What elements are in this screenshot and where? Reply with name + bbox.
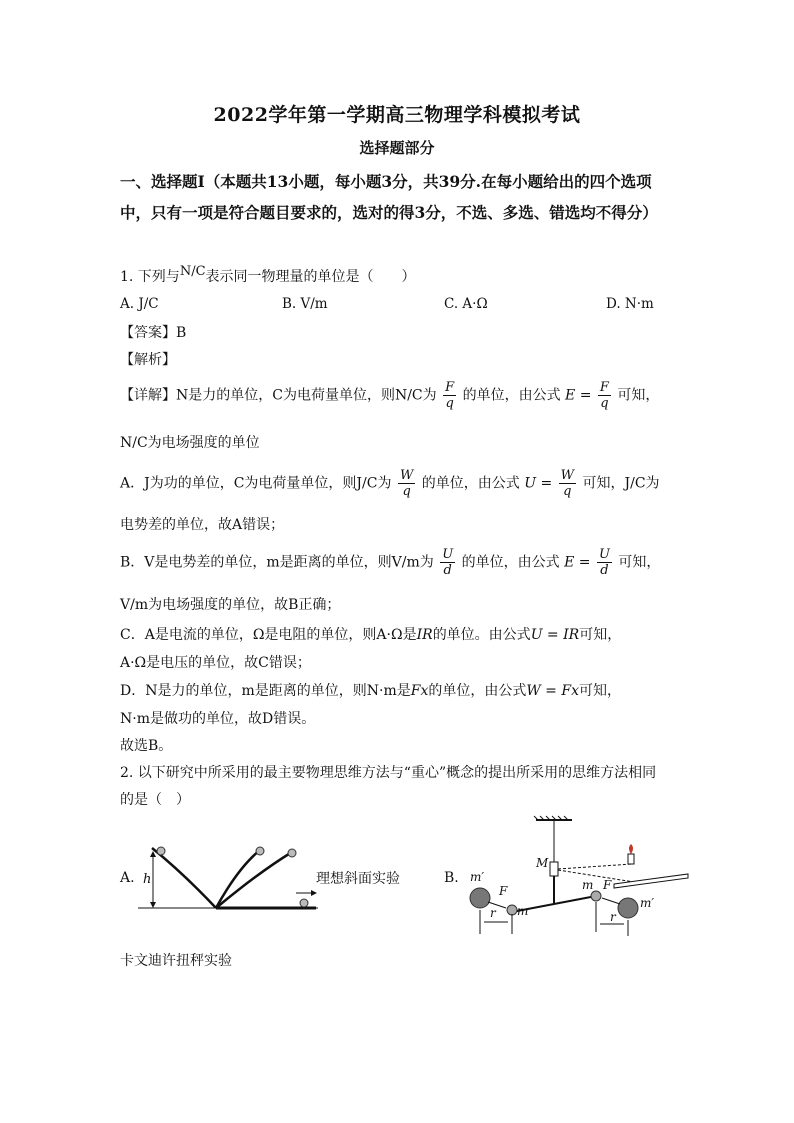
explain-text: D．N是力的单位，m是距离的单位，则N·m是 [120, 683, 411, 699]
formula-e: E = [565, 387, 592, 404]
q1-detail-text: 的单位，由公式 [462, 387, 561, 404]
explain-text: 的单位。由公式 [432, 627, 531, 643]
explain-text: 可知，J/C为 [582, 475, 660, 492]
q1-stem-text-b: 表示同一物理量的单位是（ ） [205, 269, 416, 285]
q2-option-b-letter: B. [444, 870, 459, 886]
label-small-m-right: m [582, 878, 594, 892]
explain-text: 可知， [579, 627, 622, 643]
q2-option-b-caption: 卡文迪许扭秤实验 [120, 953, 232, 969]
q1-conclusion: 故选B。 [120, 738, 173, 754]
q2-option-a-letter: A. [120, 870, 135, 886]
formula-u-ir: U = IR [530, 627, 580, 643]
explain-text: 的单位，由公式 [421, 475, 520, 492]
q1-option-b-explain-1 [120, 547, 660, 578]
q1-option-a: A. J/C [120, 296, 159, 312]
fraction-f-over-q: $\frac{F}{q}$ [445, 380, 455, 411]
q1-option-b: B. V/m [282, 296, 328, 312]
q1-option-c-explain-1 [120, 624, 621, 644]
fraction-u-over-d: $\frac{U}{d}$ [442, 547, 454, 578]
explain-text: C．A是电流的单位，Ω是电阻的单位，则A·Ω是 [120, 627, 417, 643]
formula-fx: Fx [410, 683, 429, 699]
q2-stem-line-2: 的是（ ） [120, 792, 190, 808]
q2-option-a-caption: 理想斜面实验 [316, 871, 400, 887]
q1-stem-text-a: 1. 下列与 [120, 269, 180, 285]
q1-detail-text: 可知， [617, 387, 660, 404]
q1-detail-line-2: N/C为电场强度的单位 [120, 435, 260, 451]
q1-option-c-explain-2: A·Ω是电压的单位，故C错误； [120, 655, 311, 671]
q1-option-d-explain-1 [120, 680, 621, 700]
label-m-prime-left: m′ [470, 870, 485, 884]
explain-text: 可知， [578, 683, 621, 699]
explain-text: B．V是电势差的单位，m是距离的单位，则V/m为 [120, 554, 434, 571]
formula-e: E = [564, 554, 591, 571]
label-small-m-left: m [517, 904, 529, 918]
q1-option-a-explain-1 [120, 468, 660, 499]
fraction-w-over-q: $\frac{W}{q}$ [560, 468, 575, 499]
fraction-w-over-q: $\frac{W}{q}$ [399, 468, 414, 499]
formula-w-fx: W = Fx [526, 683, 579, 699]
q2-stem-line-1: 2. 以下研究中所采用的最主要物理思维方法与“重心”概念的提出所采用的思维方法相同 [120, 765, 657, 781]
page-title: 2022学年第一学期高三物理学科模拟考试 [213, 104, 581, 126]
label-force-left: F [499, 884, 508, 898]
explain-text: 的单位，由公式 [428, 683, 527, 699]
explain-text: A．J为功的单位，C为电荷量单位，则J/C为 [120, 475, 392, 492]
formula-ir: IR [416, 627, 433, 643]
formula-u: U = [524, 475, 553, 492]
label-force-right: F [603, 878, 612, 892]
inclined-plane-diagram [138, 838, 328, 918]
q1-answer: 【答案】B [120, 325, 187, 341]
fraction-u-over-d: $\frac{U}{d}$ [598, 547, 610, 578]
section-subtitle: 选择题部分 [359, 139, 435, 157]
q1-stem-unit: N/C [179, 264, 206, 279]
q1-option-c: C. A·Ω [444, 296, 488, 312]
fraction-f-over-q: $\frac{F}{q}$ [599, 380, 609, 411]
height-label: h [143, 872, 152, 887]
explain-text: 的单位，由公式 [461, 554, 560, 571]
q1-option-a-explain-2: 电势差的单位，故A错误； [120, 517, 285, 533]
q1-detail-text: 【详解】N是力的单位，C为电荷量单位，则N/C为 [120, 387, 437, 404]
label-r-left: r [490, 906, 496, 920]
q1-option-d: D. N·m [606, 296, 654, 312]
section-heading: 一、选择题Ⅰ（本题共13小题，每小题3分，共39分.在每小题给出的四个选项中，只有一项是符合题目要求的，选对的得3分，不选、多选、错选均不得分） [120, 172, 658, 222]
q1-option-b-explain-2: V/m为电场强度的单位，故B正确； [120, 597, 341, 613]
label-r-right: r [610, 910, 616, 924]
label-big-m: M [536, 856, 549, 870]
label-m-prime-right: m′ [640, 896, 655, 910]
explain-text: 可知， [618, 554, 661, 571]
q1-stem [120, 266, 416, 286]
q1-option-d-explain-2: N·m是做功的单位，故D错误。 [120, 711, 316, 727]
q1-detail-line-1 [120, 380, 659, 411]
torsion-balance-diagram [462, 814, 692, 940]
q1-analysis-label: 【解析】 [120, 352, 176, 368]
